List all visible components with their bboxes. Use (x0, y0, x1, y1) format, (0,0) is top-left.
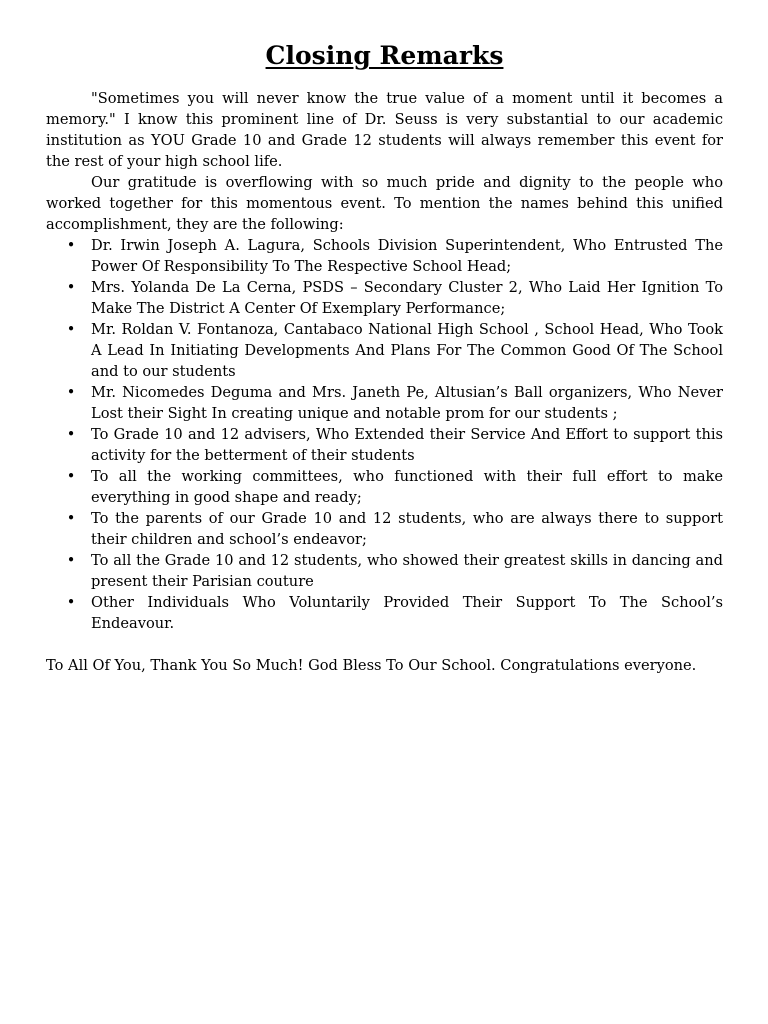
list-item-text: To all the working committees, who functioned with their full effort to make everything in good shape and ready; (91, 468, 723, 506)
document-title: Closing Remarks (265, 41, 504, 70)
opening-paragraph: "Sometimes you will never know the true value of a moment until it becomes a memory." I know this prominent line of Dr. Seuss is very substantial to our academic institution as YOU Grade 10 and Grade 12 students will always remember this event for the rest of your high school life. (46, 90, 723, 170)
bullet-icon: • (66, 426, 76, 443)
bullet-icon: • (66, 384, 76, 401)
list-item-text: Other Individuals Who Voluntarily Provided Their Support To The School’s Endeavour. (91, 594, 723, 632)
list-item (46, 382, 723, 424)
list-item (46, 592, 723, 634)
list-item-text: Dr. Irwin Joseph A. Lagura, Schools Division Superintendent, Who Entrusted The Power Of Responsibility To The Respective School Head; (91, 237, 723, 275)
closing-line: To All Of You, Thank You So Much! God Bless To Our School. Congratulations everyone. (46, 657, 697, 674)
document-page (46, 38, 723, 676)
bullet-icon: • (66, 237, 76, 254)
list-item (46, 550, 723, 592)
list-item-text: To all the Grade 10 and 12 students, who showed their greatest skills in dancing and present their Parisian couture (91, 552, 723, 590)
list-item-text: Mr. Nicomedes Deguma and Mrs. Janeth Pe, Altusian’s Ball organizers, Who Never Lost their Sight In creating unique and notable prom for our students ; (91, 384, 723, 422)
bullet-icon: • (66, 510, 76, 527)
list-item-text: To Grade 10 and 12 advisers, Who Extended their Service And Effort to support this activity for the betterment of their students (91, 426, 723, 464)
list-item-text: To the parents of our Grade 10 and 12 students, who are always there to support their children and school’s endeavor; (91, 510, 723, 548)
gratitude-paragraph: Our gratitude is overflowing with so much pride and dignity to the people who worked together for this momentous event. To mention the names behind this unified accomplishment, they are the following: (46, 174, 723, 233)
list-item (46, 424, 723, 466)
list-item (46, 319, 723, 382)
list-item-text: Mrs. Yolanda De La Cerna, PSDS – Secondary Cluster 2, Who Laid Her Ignition To Make The District A Center Of Exemplary Performance; (91, 279, 723, 317)
list-item-text: Mr. Roldan V. Fontanoza, Cantabaco National High School , School Head, Who Took A Lead In Initiating Developments And Plans For The Common Good Of The School and to our students (91, 321, 723, 380)
list-item (46, 508, 723, 550)
acknowledgement-list (46, 235, 723, 634)
list-item (46, 277, 723, 319)
list-item (46, 466, 723, 508)
list-item (46, 235, 723, 277)
bullet-icon: • (66, 594, 76, 611)
bullet-icon: • (66, 468, 76, 485)
bullet-icon: • (66, 321, 76, 338)
bullet-icon: • (66, 279, 76, 296)
bullet-icon: • (66, 552, 76, 569)
